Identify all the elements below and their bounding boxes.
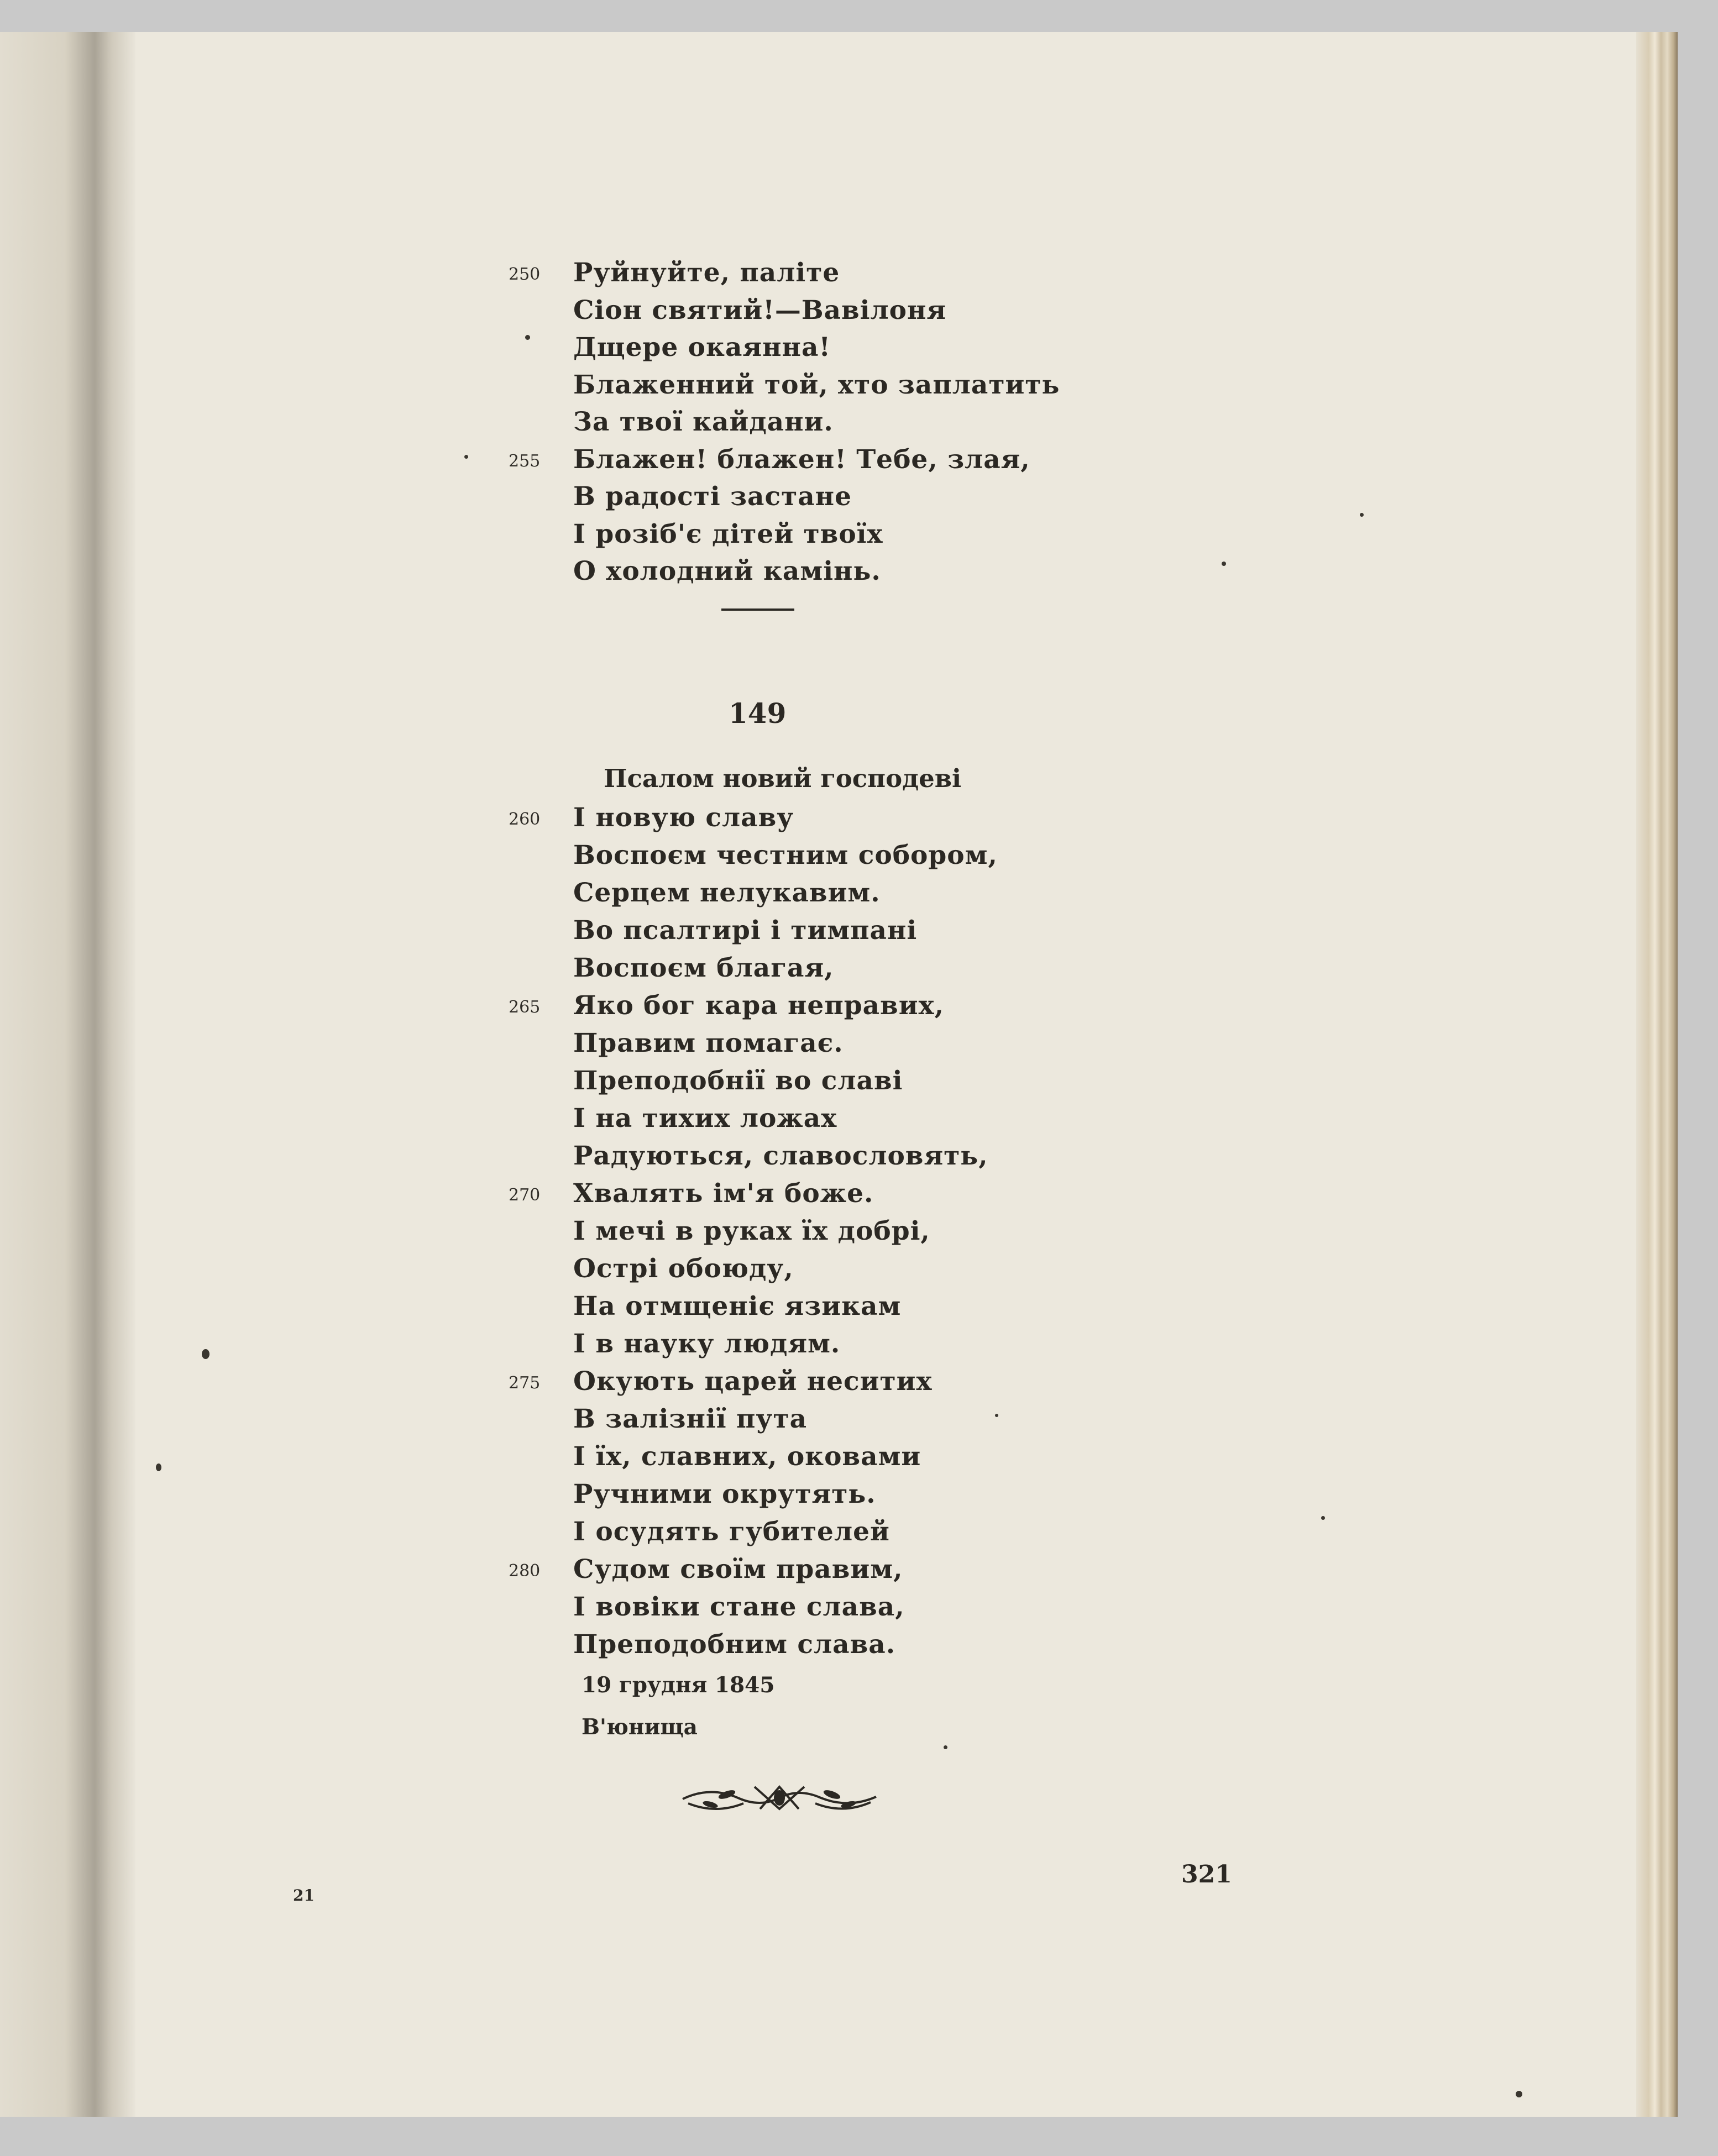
verse-line: Преподобним слава. bbox=[573, 1629, 896, 1660]
verse-line: Хвалять ім'я боже. bbox=[573, 1178, 874, 1209]
verse-line: І мечі в руках їх добрі, bbox=[573, 1216, 930, 1246]
speck bbox=[995, 1414, 998, 1417]
verse-line: Во псалтирі і тимпані bbox=[573, 915, 918, 946]
date-line: 19 грудня 1845 bbox=[582, 1672, 775, 1698]
speck bbox=[1516, 2091, 1522, 2097]
verse-line: Дщере окаянна! bbox=[573, 332, 831, 363]
speck bbox=[1360, 513, 1364, 517]
verse-line: Правим помагає. bbox=[573, 1028, 844, 1058]
ornament-icon bbox=[677, 1776, 882, 1820]
verse-line: І розіб'є дітей твоїх bbox=[573, 518, 883, 549]
verse-line: В радості застане bbox=[573, 481, 852, 512]
verse-line: І осудять губителей bbox=[573, 1517, 890, 1547]
verse-line: В залізнії пута bbox=[573, 1404, 808, 1434]
verse-line: І на тихих ложах bbox=[573, 1103, 837, 1134]
book-gutter bbox=[0, 32, 135, 2117]
speck bbox=[202, 1349, 209, 1359]
speck bbox=[1321, 1516, 1325, 1520]
verse-line: За твої кайдани. bbox=[573, 407, 834, 437]
verse-line: Серцем нелукавим. bbox=[573, 878, 881, 908]
verse-line: Воспоєм честним собором, bbox=[573, 840, 998, 870]
psalm-number: 149 bbox=[729, 697, 787, 730]
psalm-title: Псалом новий господеві bbox=[604, 764, 962, 793]
verse-line: І новую славу bbox=[573, 802, 794, 833]
line-number: 275 bbox=[509, 1373, 541, 1393]
verse-line: І вовіки стане слава, bbox=[573, 1592, 905, 1622]
verse-line: Воспоєм благая, bbox=[573, 953, 834, 983]
verse-line: На отмщеніє язикам bbox=[573, 1291, 902, 1321]
line-number: 270 bbox=[509, 1185, 541, 1205]
verse-line: Преподобнії во славі bbox=[573, 1066, 903, 1096]
signature-mark: 21 bbox=[293, 1886, 315, 1905]
speck bbox=[156, 1463, 161, 1471]
verse-line: І їх, славних, оковами bbox=[573, 1441, 921, 1472]
line-number: 265 bbox=[509, 998, 541, 1017]
place-line: В'юнища bbox=[582, 1714, 698, 1740]
scanned-page bbox=[0, 32, 1678, 2117]
section-divider bbox=[721, 608, 794, 611]
verse-line: Сіон святий!—Вавілоня bbox=[573, 295, 947, 326]
verse-line: Судом своїм правим, bbox=[573, 1554, 903, 1585]
verse-line: Острі обоюду, bbox=[573, 1253, 794, 1284]
page-edges bbox=[1636, 32, 1678, 2117]
verse-line: І в науку людям. bbox=[573, 1329, 841, 1359]
page-number: 321 bbox=[1181, 1860, 1232, 1889]
speck bbox=[1222, 562, 1226, 566]
verse-line: Блаженний той, хто заплатить bbox=[573, 369, 1060, 400]
verse-line: Окують царей неситих bbox=[573, 1366, 933, 1397]
speck bbox=[525, 335, 530, 340]
verse-line: Радуються, славословять, bbox=[573, 1141, 988, 1171]
line-number: 280 bbox=[509, 1561, 541, 1581]
verse-line: О холодний камінь. bbox=[573, 556, 881, 586]
speck bbox=[944, 1745, 947, 1749]
verse-line: Яко бог кара неправих, bbox=[573, 990, 944, 1021]
verse-line: Блажен! блажен! Тебе, злая, bbox=[573, 444, 1030, 475]
speck bbox=[464, 455, 468, 459]
verse-line: Руйнуйте, паліте bbox=[573, 258, 840, 288]
line-number: 250 bbox=[509, 265, 541, 284]
line-number: 255 bbox=[509, 451, 541, 471]
line-number: 260 bbox=[509, 810, 541, 829]
verse-line: Ручними окрутять. bbox=[573, 1479, 876, 1509]
